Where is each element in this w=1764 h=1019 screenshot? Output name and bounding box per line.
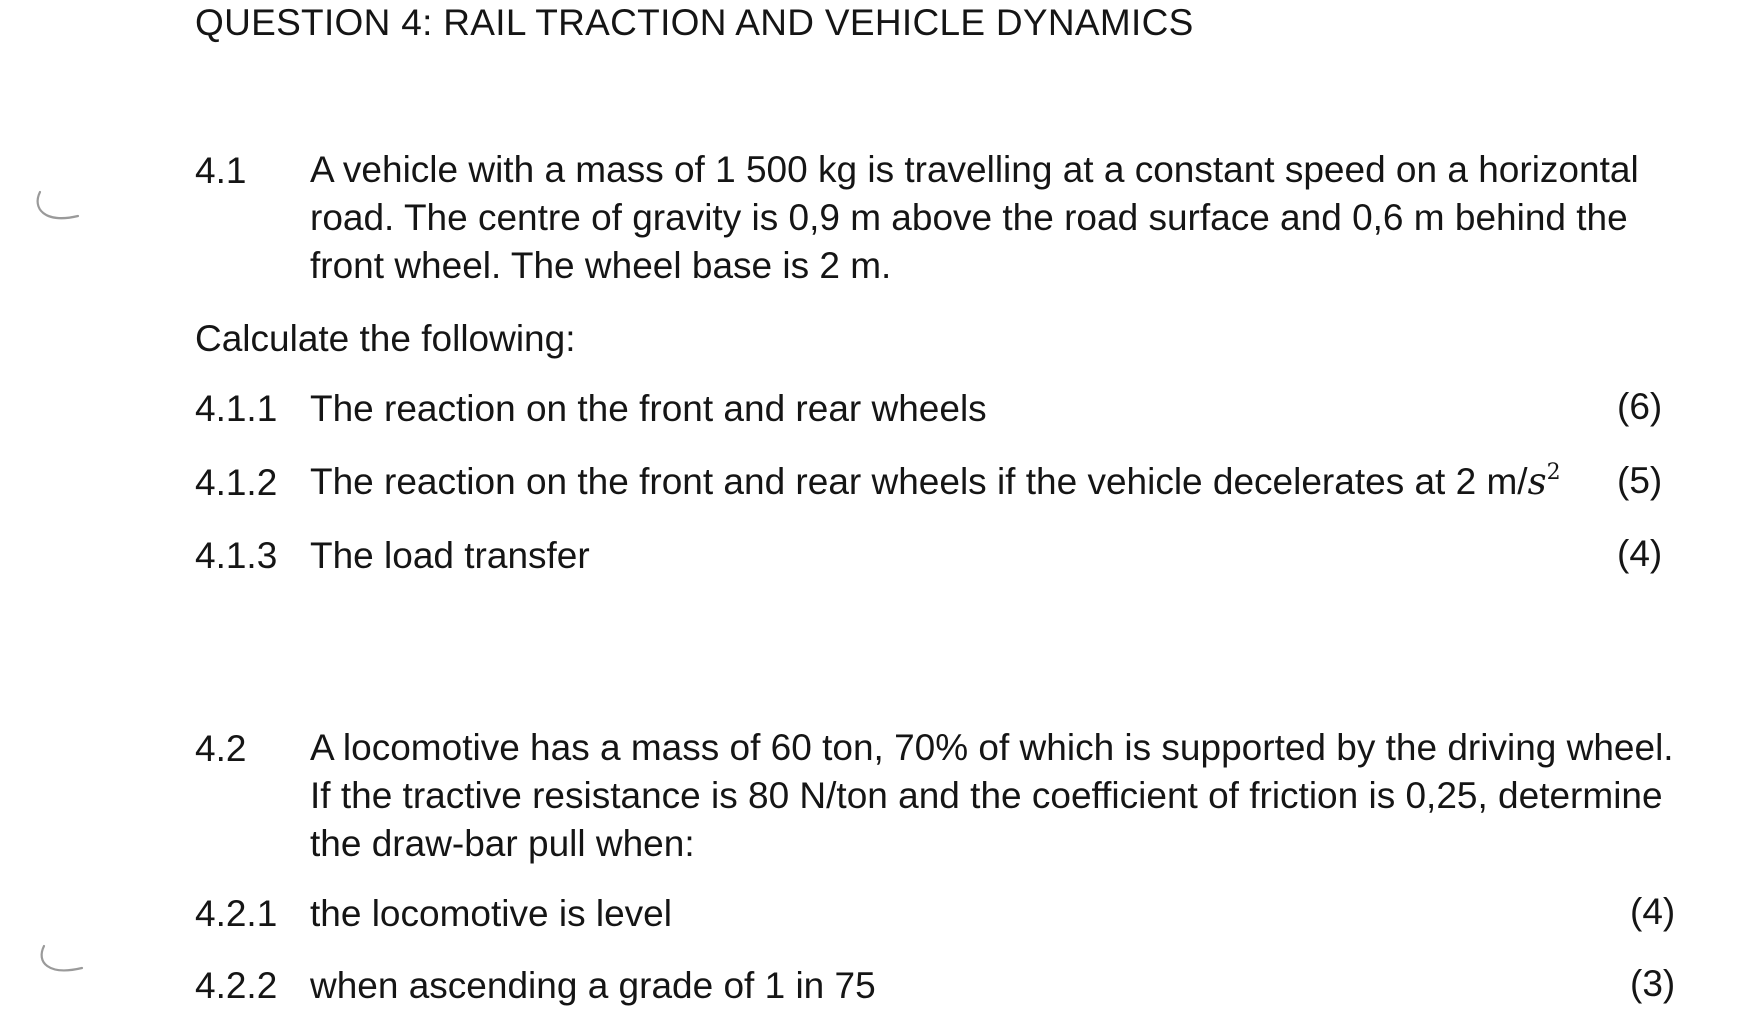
question-paragraph — [310, 146, 1639, 290]
paragraph-line: front wheel. The wheel base is 2 m. — [310, 245, 892, 286]
instruction-text: Calculate the following: — [195, 318, 576, 359]
sub-question-text-main: The reaction on the front and rear wheels if the vehicle decelerates at 2 m/ — [310, 461, 1528, 502]
sub-question-text: The load transfer — [310, 535, 590, 576]
paragraph-line: A locomotive has a mass of 60 ton, 70% of which is supported by the driving wheel. — [310, 727, 1674, 768]
marks-value: (6) — [1617, 386, 1663, 427]
sub-question-number: 4.2.2 — [195, 965, 278, 1006]
question-paragraph — [310, 724, 1674, 868]
paragraph-line: the draw-bar pull when: — [310, 823, 695, 864]
sub-question-text: the locomotive is level — [310, 893, 672, 934]
marks-value: (3) — [1630, 963, 1676, 1004]
question-title: QUESTION 4: RAIL TRACTION AND VEHICLE DYNAMICS — [195, 2, 1194, 43]
question-number: 4.2 — [195, 728, 247, 769]
margin-tick-mark-icon — [34, 944, 94, 994]
marks-value: (4) — [1630, 891, 1676, 932]
sub-question-text — [310, 460, 1561, 503]
question-number: 4.1 — [195, 150, 247, 191]
unit-symbol: $s^2$ — [1527, 459, 1561, 503]
margin-tick-mark-icon — [30, 188, 90, 238]
paragraph-line: If the tractive resistance is 80 N/ton and the coefficient of friction is 0,25, determine — [310, 775, 1663, 816]
sub-question-text: when ascending a grade of 1 in 75 — [310, 965, 876, 1006]
marks-value: (4) — [1617, 533, 1663, 574]
paragraph-line: A vehicle with a mass of 1 500 kg is travelling at a constant speed on a horizontal — [310, 149, 1639, 190]
sub-question-text: The reaction on the front and rear wheels — [310, 388, 987, 429]
paragraph-line: road. The centre of gravity is 0,9 m above the road surface and 0,6 m behind the — [310, 197, 1628, 238]
sub-question-number: 4.1.2 — [195, 462, 278, 503]
sub-question-number: 4.1.1 — [195, 388, 278, 429]
marks-value: (5) — [1617, 460, 1663, 501]
unit-exponent: 2 — [1546, 459, 1561, 485]
sub-question-number: 4.1.3 — [195, 535, 278, 576]
sub-question-number: 4.2.1 — [195, 893, 278, 934]
